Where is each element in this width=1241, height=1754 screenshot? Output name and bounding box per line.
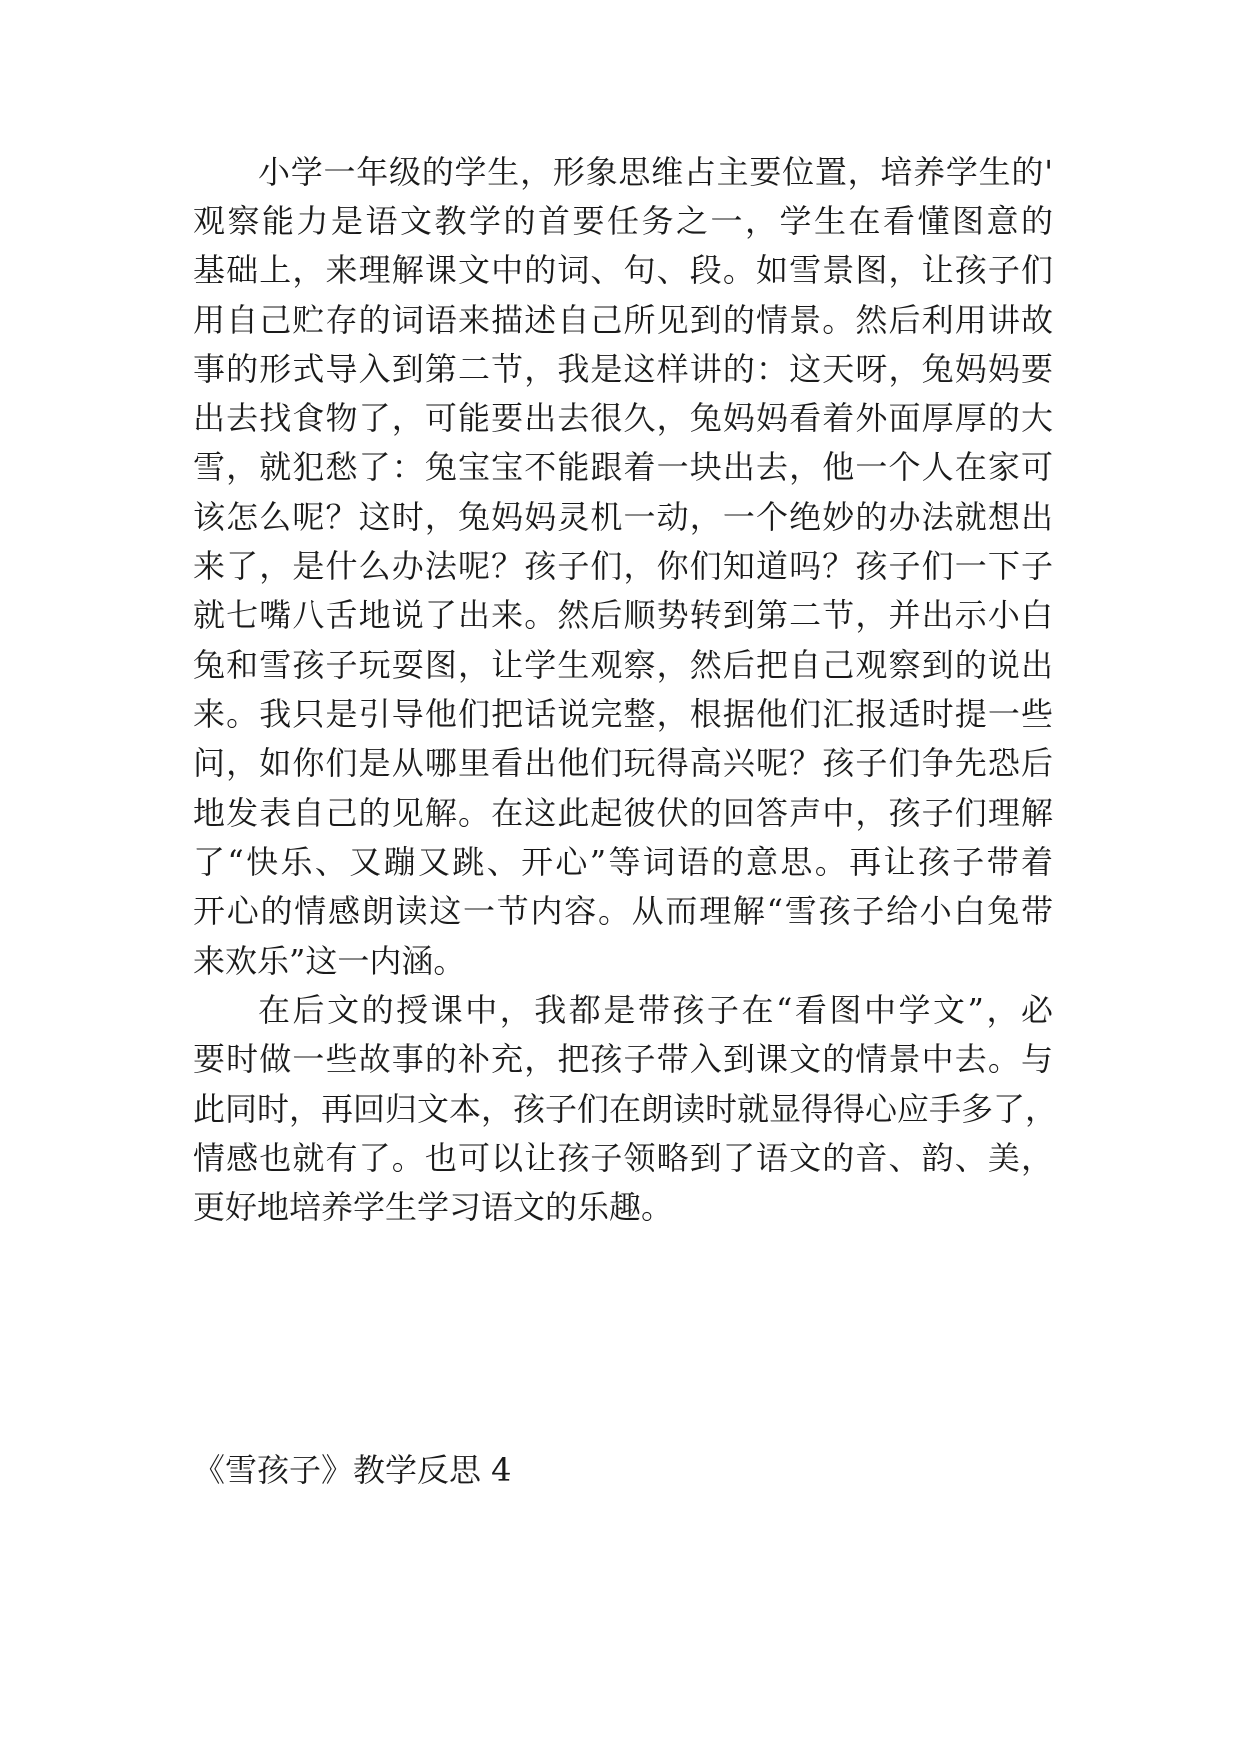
text-line: 更好地培养学生学习语文的乐趣。 [193,1188,674,1226]
text-line: 来欢乐”这一内涵。 [193,942,466,980]
text-line: 地发表自己的见解。在这此起彼伏的回答声中，孩子们理解 [193,794,1053,832]
text-line: 情感也就有了。也可以让孩子领略到了语文的音、韵、美， [193,1139,1053,1177]
text-line: 观察能力是语文教学的首要任务之一，学生在看懂图意的 [193,202,1053,240]
section-heading: 《雪孩子》教学反思 4 [193,1451,512,1489]
text-line: 开心的情感朗读这一节内容。从而理解“雪孩子给小白兔带 [193,892,1053,930]
text-line: 问，如你们是从哪里看出他们玩得高兴呢？孩子们争先恐后 [193,744,1053,782]
text-line: 来。我只是引导他们把话说完整，根据他们汇报适时提一些 [193,695,1053,733]
text-line: 就七嘴八舌地说了出来。然后顺势转到第二节，并出示小白 [193,596,1053,634]
text-line: 要时做一些故事的补充，把孩子带入到课文的情景中去。与 [193,1040,1053,1078]
text-line: 在后文的授课中，我都是带孩子在“看图中学文”，必 [258,991,1053,1029]
text-line: 此同时，再回归文本，孩子们在朗读时就显得得心应手多了， [193,1090,1058,1128]
text-line: 出去找食物了，可能要出去很久，兔妈妈看着外面厚厚的大 [193,399,1053,437]
text-line: 雪，就犯愁了：兔宝宝不能跟着一块出去，他一个人在家可 [193,448,1053,486]
text-line: 小学一年级的学生，形象思维占主要位置，培养学生的' [258,153,1053,191]
text-line: 用自己贮存的词语来描述自己所见到的情景。然后利用讲故 [193,301,1053,339]
text-line: 来了，是什么办法呢？孩子们，你们知道吗？孩子们一下子 [193,547,1053,585]
text-line: 事的形式导入到第二节，我是这样讲的：这天呀，兔妈妈要 [193,350,1053,388]
text-line: 兔和雪孩子玩耍图，让学生观察，然后把自己观察到的说出 [193,646,1053,684]
text-line: 基础上，来理解课文中的词、句、段。如雪景图，让孩子们 [193,251,1053,289]
text-line: 该怎么呢？这时，兔妈妈灵机一动，一个绝妙的办法就想出 [193,498,1053,536]
text-line: 了“快乐、又蹦又跳、开心”等词语的意思。再让孩子带着 [193,843,1053,881]
